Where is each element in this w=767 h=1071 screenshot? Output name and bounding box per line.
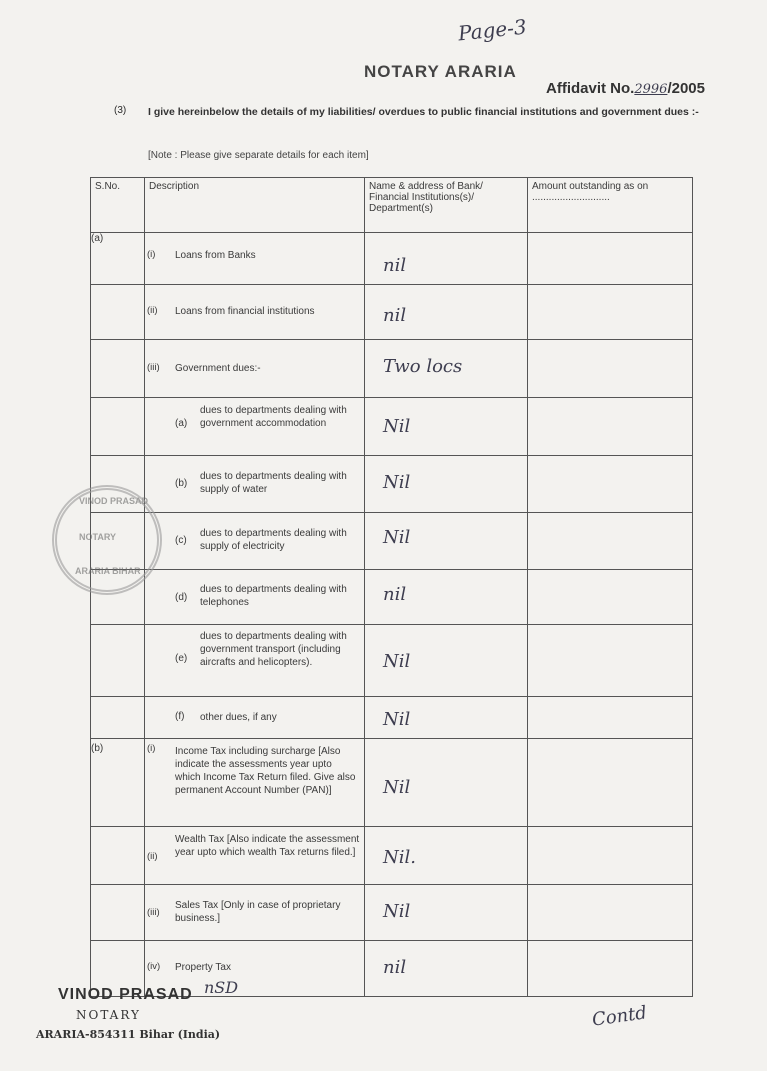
row-value: nil (383, 305, 407, 326)
row-sub: (d) (175, 592, 188, 603)
row-sno: (b) (91, 739, 145, 827)
row-description: dues to departments dealing with government transport (including aircrafts and helicopters). (200, 631, 347, 668)
row-amount-cell (528, 827, 693, 885)
row-name-cell (365, 456, 528, 513)
row-sno (91, 885, 145, 941)
row-sno (91, 398, 145, 456)
row-description-cell (145, 827, 365, 885)
row-name-cell (365, 941, 528, 997)
row-name-cell (365, 513, 528, 570)
page-label: Page-3 (456, 14, 528, 46)
row-value: Two locs (383, 356, 463, 377)
header-sno: S.No. (91, 178, 145, 233)
seal-bottom-text: ARARIA BIHAR (75, 566, 141, 576)
row-roman: (i) (147, 743, 156, 754)
row-sno (91, 697, 145, 739)
section-intro: I give hereinbelow the details of my liabilities/ overdues to public financial institutions and government dues :- (148, 106, 699, 118)
continued-mark: Contd (590, 1002, 649, 1031)
row-name-cell (365, 885, 528, 941)
section-number: (3) (114, 105, 127, 116)
affidavit-number-line (546, 80, 705, 97)
table-row (91, 625, 693, 697)
row-name-cell (365, 625, 528, 697)
notary-seal (52, 485, 162, 595)
table-row (91, 456, 693, 513)
liabilities-table (90, 177, 693, 997)
notary-title: NOTARY ARARIA (364, 62, 517, 81)
table-row (91, 513, 693, 570)
seal-middle-text: NOTARY (79, 532, 116, 542)
table-row (91, 570, 693, 625)
table-row (91, 827, 693, 885)
seal-top-text: VINOD PRASAD (79, 496, 149, 506)
row-value: Nil (383, 651, 411, 672)
row-description-cell (145, 570, 365, 625)
row-description-cell (145, 340, 365, 398)
row-value: Nil (383, 709, 411, 730)
row-description: dues to departments dealing with government accommodation (200, 405, 347, 429)
notary-address: ARARIA-854311 Bihar (India) (36, 1028, 221, 1041)
row-sno (91, 285, 145, 340)
table-row (91, 285, 693, 340)
table-header-row (91, 178, 693, 233)
table-row (91, 885, 693, 941)
row-roman: (ii) (147, 305, 158, 316)
row-amount-cell (528, 398, 693, 456)
row-roman: (i) (147, 249, 156, 260)
table-row (91, 398, 693, 456)
row-description-cell (145, 885, 365, 941)
row-name-cell (365, 570, 528, 625)
row-description-cell (145, 513, 365, 570)
row-description-cell (145, 285, 365, 340)
row-description-cell (145, 398, 365, 456)
row-description-cell (145, 697, 365, 739)
table-row (91, 233, 693, 285)
section-note: [Note : Please give separate details for each item] (148, 150, 369, 161)
row-description-cell (145, 456, 365, 513)
row-amount-cell (528, 340, 693, 398)
row-value: Nil. (383, 847, 416, 868)
row-amount-cell (528, 625, 693, 697)
table-row (91, 340, 693, 398)
row-sno (91, 827, 145, 885)
row-name-cell (365, 285, 528, 340)
row-sub: (e) (175, 653, 188, 664)
row-value: nil (383, 255, 407, 276)
row-sub: (b) (175, 478, 188, 489)
notary-name: VINOD PRASAD (58, 986, 193, 1003)
affidavit-label: Affidavit No. (546, 80, 635, 97)
row-description: other dues, if any (200, 712, 277, 723)
row-value: Nil (383, 472, 411, 493)
row-amount-cell (528, 697, 693, 739)
row-value: Nil (383, 416, 411, 437)
row-sno: (a) (91, 233, 145, 285)
row-amount-cell (528, 570, 693, 625)
row-amount-cell (528, 513, 693, 570)
header-description: Description (145, 178, 365, 233)
row-amount-cell (528, 456, 693, 513)
row-roman: (iii) (147, 362, 160, 373)
row-amount-cell (528, 941, 693, 997)
row-name-cell (365, 340, 528, 398)
row-description-cell (145, 739, 365, 827)
row-description-cell (145, 233, 365, 285)
notary-signature: nSD (204, 978, 239, 997)
row-description: dues to departments dealing with supply of electricity (200, 528, 347, 552)
row-description: Income Tax including surcharge [Also indicate the assessments year upto which Income Tax Return filed. Give also permanent Account Number (PAN)] (175, 746, 356, 796)
row-value: Nil (383, 901, 411, 922)
table-row (91, 697, 693, 739)
row-description: dues to departments dealing with telephones (200, 584, 347, 608)
row-sno (91, 625, 145, 697)
row-sub: (c) (175, 535, 187, 546)
row-description: Government dues:- (175, 363, 261, 374)
notary-role: NOTARY (76, 1008, 141, 1022)
affidavit-number: 2996 (634, 82, 668, 97)
row-name-cell (365, 827, 528, 885)
row-value: Nil (383, 777, 411, 798)
row-name-cell (365, 739, 528, 827)
row-value: nil (383, 957, 407, 978)
row-sno (91, 340, 145, 398)
row-roman: (iv) (147, 961, 161, 972)
row-roman: (iii) (147, 907, 160, 918)
row-amount-cell (528, 739, 693, 827)
row-description-cell (145, 625, 365, 697)
row-description: Loans from financial institutions (175, 306, 315, 317)
row-sub: (f) (175, 711, 185, 722)
row-amount-cell (528, 233, 693, 285)
row-description: Property Tax (175, 962, 231, 973)
row-sub: (a) (175, 418, 188, 429)
row-amount-cell (528, 885, 693, 941)
header-amount: Amount outstanding as on ............................ (528, 178, 693, 233)
row-roman: (ii) (147, 851, 158, 862)
row-description: Sales Tax [Only in case of proprietary business.] (175, 900, 341, 924)
row-amount-cell (528, 285, 693, 340)
row-name-cell (365, 697, 528, 739)
header-name-address: Name & address of Bank/ Financial Institutions(s)/ Department(s) (365, 178, 528, 233)
row-description: Wealth Tax [Also indicate the assessment year upto which wealth Tax returns filed.] (175, 834, 360, 858)
row-description: Loans from Banks (175, 250, 256, 261)
row-value: nil (383, 584, 407, 605)
row-description: dues to departments dealing with supply of water (200, 471, 347, 495)
row-name-cell (365, 233, 528, 285)
row-name-cell (365, 398, 528, 456)
affidavit-year: /2005 (667, 80, 705, 97)
row-value: Nil (383, 527, 411, 548)
table-row (91, 739, 693, 827)
